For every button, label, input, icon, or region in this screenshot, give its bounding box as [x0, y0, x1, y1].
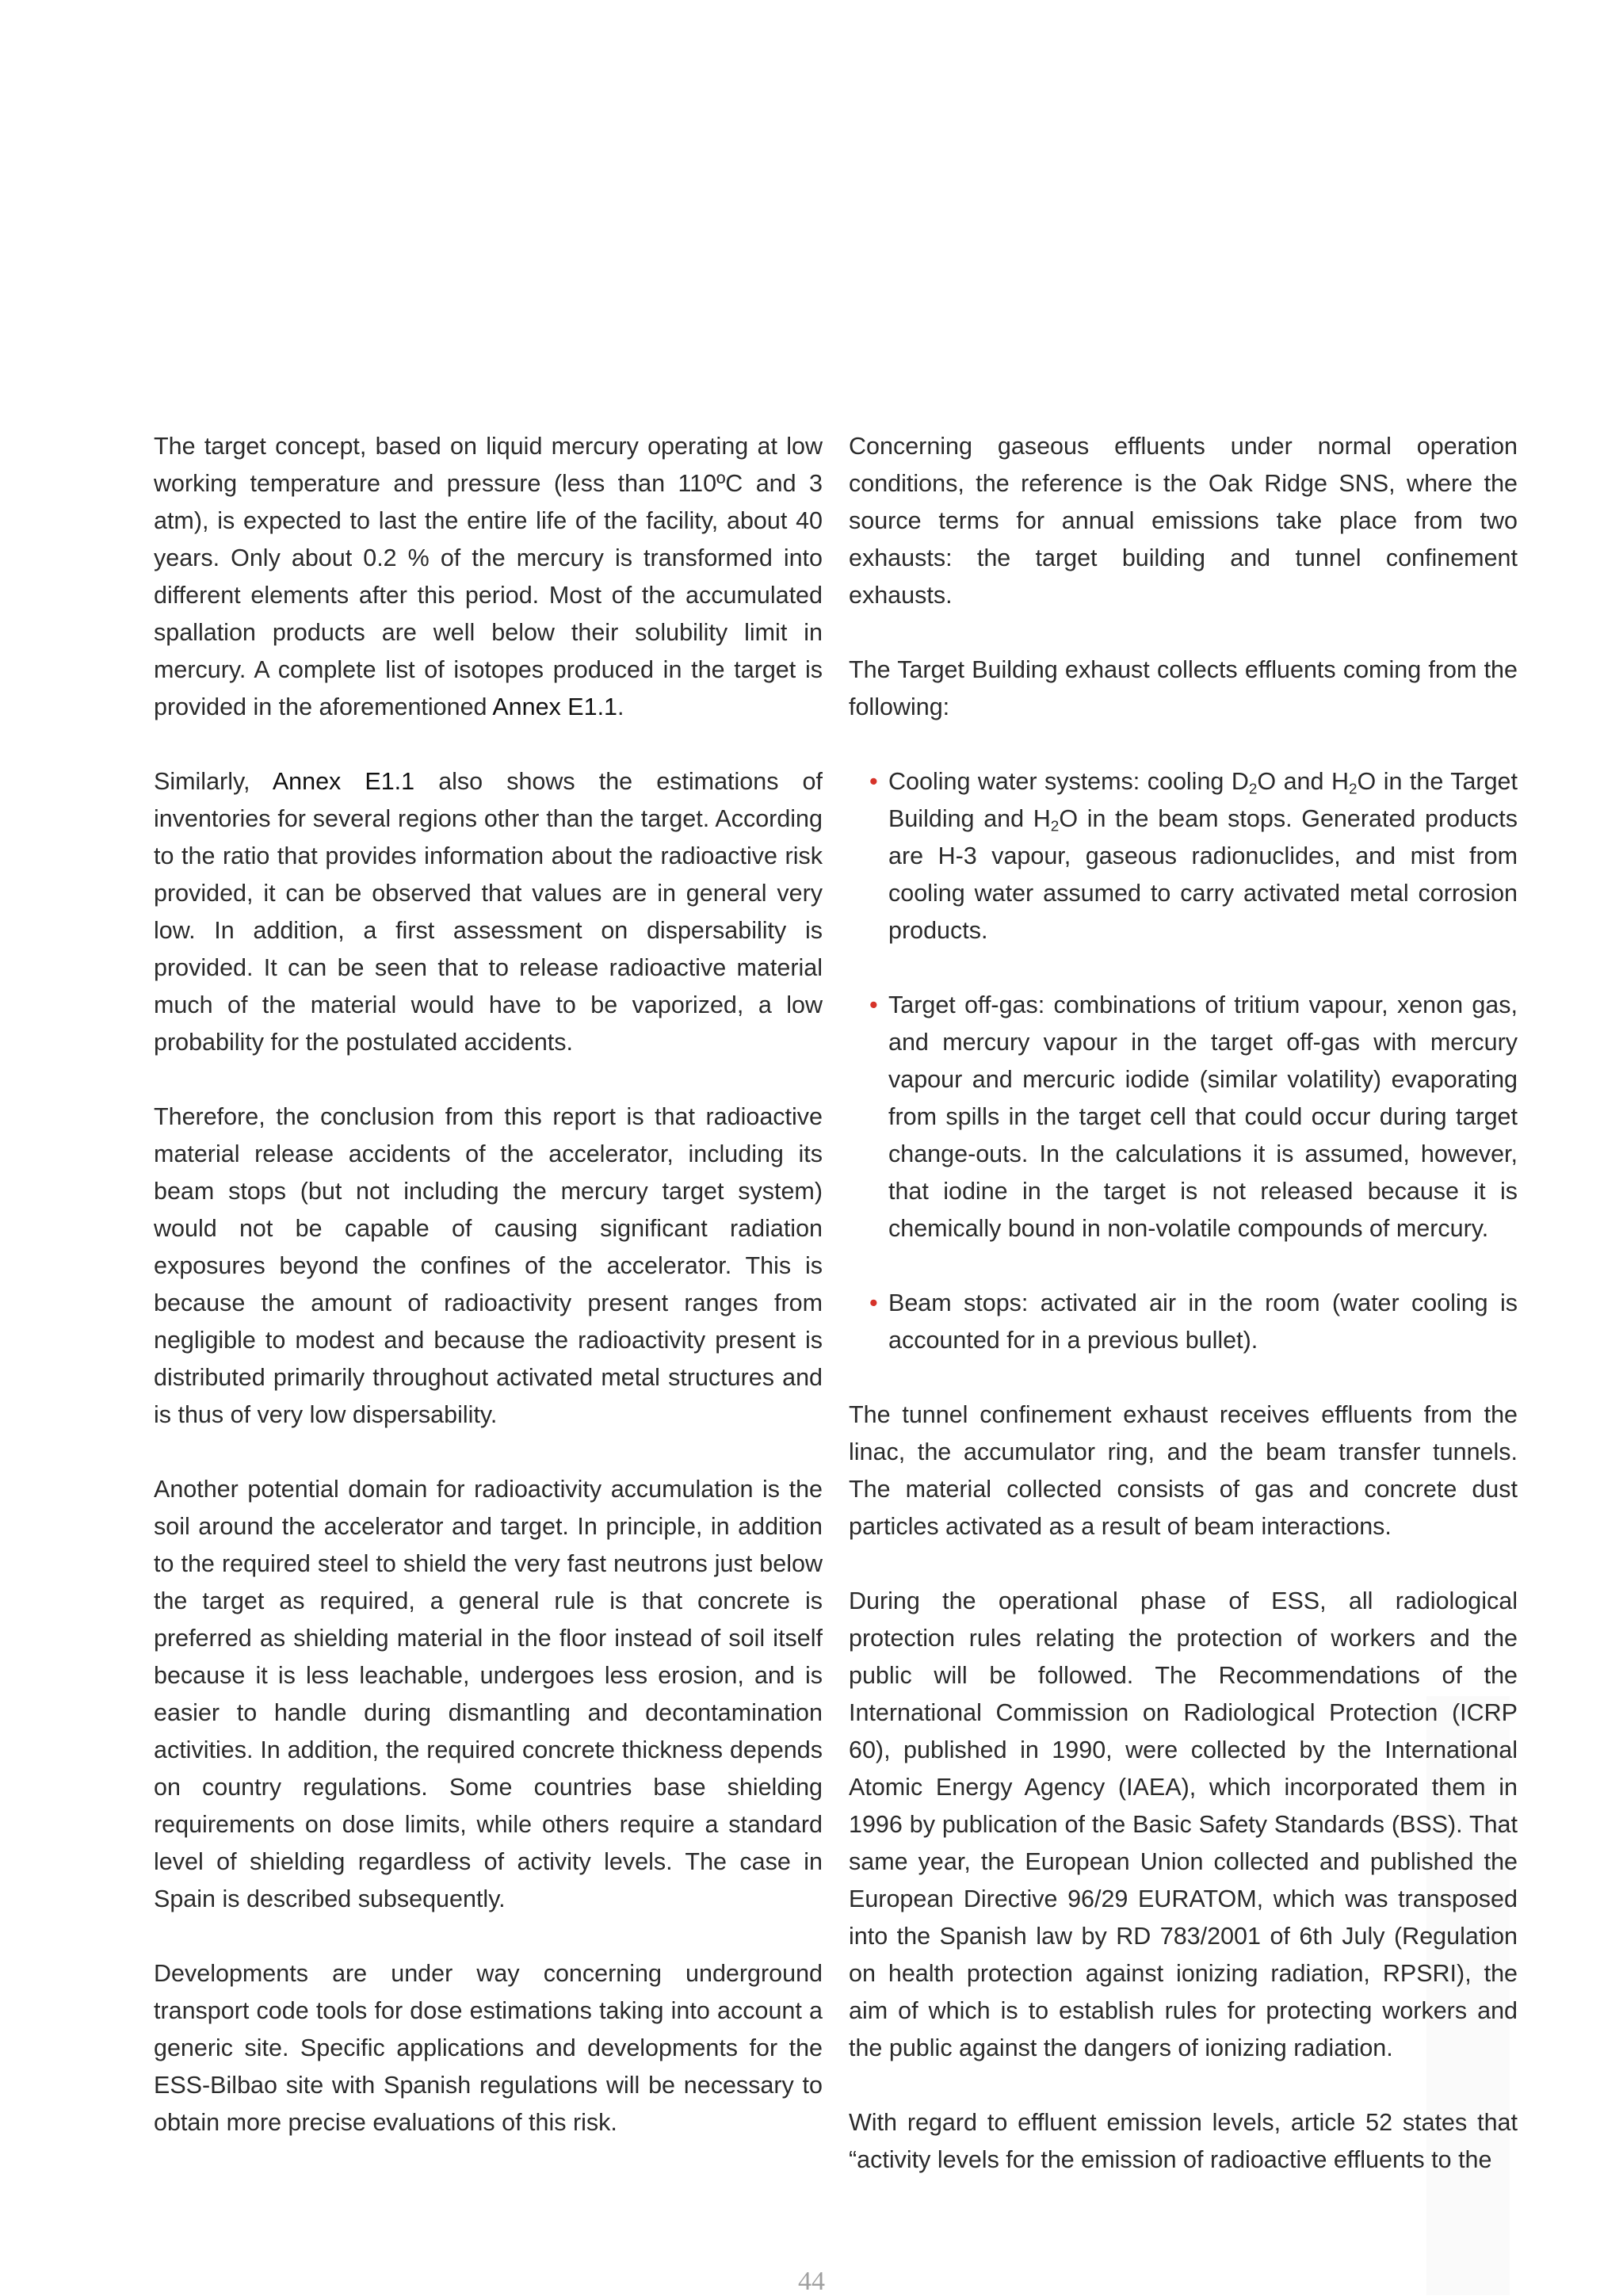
page-number: 44	[798, 2267, 825, 2296]
paragraph-target-building-exhaust: The Target Building exhaust collects effluents coming from the following:	[849, 656, 1518, 720]
effluent-source-list	[849, 763, 1518, 1359]
list-item-cooling-water: • Cooling water systems: cooling $D_2O$ and $H_2O$ in the Target Building and $H_2O$ in the beam stops. Generated products are H-3 vapour, gaseous radionuclides, and mist from cooling water assumed to carry activated metal corrosion products.	[879, 763, 1518, 949]
paragraph-inventories: Similarly, Annex E1.1 also shows the estimations of inventories for several regions other than the target. According to the ratio that provides information about the radioactive risk provided, it can be observed that values are in general very low. In addition, a first assessment on dispersability is provided. It can be seen that to release radioactive material much of the material would have to be vaporized, a low probability for the postulated accidents.	[154, 768, 823, 1056]
paragraph-tunnel-exhaust: The tunnel confinement exhaust receives effluents from the linac, the accumulator ring, and the beam transfer tunnels. The material collected consists of gas and concrete dust particles activated as a result of beam interactions.	[849, 1401, 1518, 1540]
list-item-target-off-gas: • Target off-gas: combinations of tritium vapour, xenon gas, and mercury vapour in the target off-gas with mercury vapour and mercuric iodide (similar volatility) evaporating from spills in the target cell that could occur during target change-outs. In the calculations it is assumed, however, that iodine in the target is not released because it is chemically bound in non-volatile compounds of mercury.	[879, 987, 1518, 1247]
bullet-icon: •	[869, 991, 878, 1018]
bullet-icon: •	[869, 768, 878, 795]
paragraph-developments: Developments are under way concerning underground transport code tools for dose estimations taking into account a generic site. Specific applications and developments for the ESS-Bilbao site with Spanish regulations will be necessary to obtain more precise evaluations of this risk.	[154, 1960, 823, 2136]
paragraph-radiological-protection: During the operational phase of ESS, all radiological protection rules relating the protection of workers and the public will be followed. The Recommendations of the International Commission on Radiological Protection (ICRP 60), published in 1990, were collected by the International Atomic Energy Agency (IAEA), which incorporated them in 1996 by publication of the Basic Safety Standards (BSS). That same year, the European Union collected and published the European Directive 96/29 EURATOM, which was transposed into the Spanish law by RD 783/2001 of 6th July (Regulation on health protection against ionizing radiation, RPSRI), the aim of which is to establish rules for protecting workers and the public against the dangers of ionizing radiation.	[849, 1587, 1518, 2061]
annex-reference: Annex E1.1	[492, 693, 618, 720]
bullet-icon: •	[869, 1289, 878, 1316]
paragraph-emission-levels: With regard to effluent emission levels, article 52 states that “activity levels for the emission of radioactive effluents to the	[849, 2109, 1518, 2173]
right-column	[849, 428, 1518, 2179]
list-item-beam-stops: • Beam stops: activated air in the room (water cooling is accounted for in a previous bullet).	[879, 1285, 1518, 1359]
paragraph-target-concept: The target concept, based on liquid mercury operating at low working temperature and pressure (less than 110ºC and 3 atm), is expected to last the entire life of the facility, about 40 years. Only about 0.2 % of the mercury is transformed into different elements after this period. Most of the accumulated spallation products are well below their solubility limit in mercury. A complete list of isotopes produced in the target is provided in the aforementioned Annex E1.1.	[154, 433, 823, 720]
paragraph-soil: Another potential domain for radioactivity accumulation is the soil around the accelerator and target. In principle, in addition to the required steel to shield the very fast neutrons just below the target as required, a general rule is that concrete is preferred as shielding material in the floor instead of soil itself because it is less leachable, undergoes less erosion, and is easier to handle during dismantling and decontamination activities. In addition, the required concrete thickness depends on country regulations. Some countries base shielding requirements on dose limits, while others require a standard level of shielding regardless of activity levels. The case in Spain is described subsequently.	[154, 1476, 823, 1912]
annex-reference: Annex E1.1	[272, 768, 415, 795]
left-column	[154, 428, 823, 2141]
paragraph-gaseous-effluents: Concerning gaseous effluents under normal operation conditions, the reference is the Oak Ridge SNS, where the source terms for annual emissions take place from two exhausts: the target building and tunnel confinement exhausts.	[849, 433, 1518, 609]
paragraph-conclusion: Therefore, the conclusion from this report is that radioactive material release accidents of the accelerator, including its beam stops (but not including the mercury target system) would not be capable of causing significant radiation exposures beyond the confines of the accelerator. This is because the amount of radioactivity present ranges from negligible to modest and because the radioactivity present is distributed primarily throughout activated metal structures and is thus of very low dispersability.	[154, 1103, 823, 1428]
